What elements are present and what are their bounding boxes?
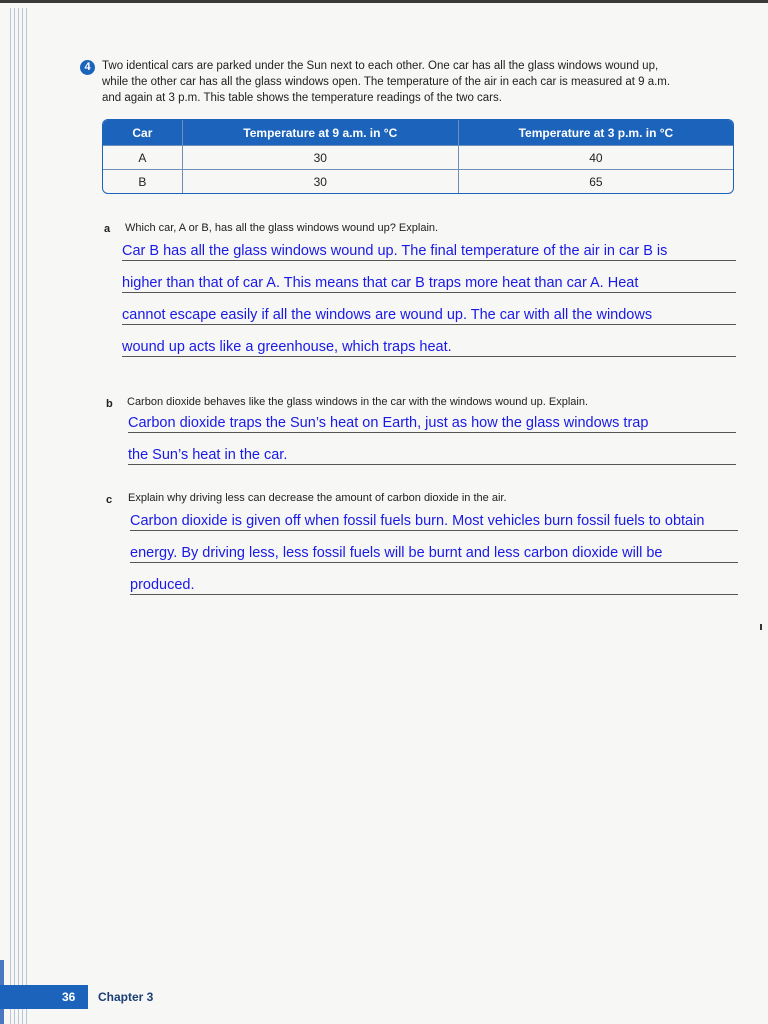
table-cell: 30 — [182, 169, 458, 193]
answer-line: higher than that of car A. This means that car B traps more heat than car A. Heat — [122, 270, 736, 293]
table-cell: 30 — [182, 145, 458, 169]
part-a-question: Which car, A or B, has all the glass windows wound up? Explain. — [125, 222, 439, 234]
margin-mark — [760, 624, 762, 630]
table-header-9am: Temperature at 9 a.m. in °C — [182, 120, 458, 145]
question-stem — [80, 58, 730, 106]
table-cell: 40 — [458, 145, 733, 169]
answer-line: energy. By driving less, less fossil fuels will be burnt and less carbon dioxide will be — [130, 540, 738, 563]
answer-line: wound up acts like a greenhouse, which traps heat. — [122, 334, 736, 357]
part-c-label: c — [106, 494, 113, 506]
question-number-badge: 4 — [80, 60, 95, 75]
part-c-question: Explain why driving less can decrease the amount of carbon dioxide in the air. — [128, 492, 507, 504]
table-cell: B — [103, 169, 182, 193]
part-b-question: Carbon dioxide behaves like the glass windows in the car with the windows wound up. Explain. — [127, 396, 589, 408]
temperature-table — [102, 119, 734, 194]
answer-line: Carbon dioxide traps the Sun’s heat on Earth, just as how the glass windows trap — [128, 410, 736, 433]
table-row — [103, 169, 733, 193]
table-cell: 65 — [458, 169, 733, 193]
page-spine — [0, 0, 34, 1024]
answer-line: Car B has all the glass windows wound up. The final temperature of the air in car B is — [122, 238, 736, 261]
part-a-label: a — [104, 223, 111, 235]
page-number: 36 — [62, 990, 76, 1004]
part-b-label: b — [106, 398, 113, 410]
page-top-edge — [0, 0, 768, 3]
table-row — [103, 145, 733, 169]
table-header-row — [103, 120, 733, 145]
table-header-3pm: Temperature at 3 p.m. in °C — [458, 120, 733, 145]
table-cell: A — [103, 145, 182, 169]
answer-line: the Sun’s heat in the car. — [128, 442, 736, 465]
answer-line: produced. — [130, 572, 738, 595]
chapter-label: Chapter 3 — [98, 990, 154, 1004]
answer-line: Carbon dioxide is given off when fossil fuels burn. Most vehicles burn fossil fuels to obtain — [130, 508, 738, 531]
table-header-car: Car — [103, 120, 182, 145]
answer-line: cannot escape easily if all the windows are wound up. The car with all the windows — [122, 302, 736, 325]
question-stem-line: Two identical cars are parked under the Sun next to each other. One car has all the glass windows wound up, — [102, 60, 659, 72]
question-stem-line: and again at 3 p.m. This table shows the temperature readings of the two cars. — [102, 92, 502, 104]
question-stem-line: while the other car has all the glass windows open. The temperature of the air in each car is measured at 9 a.m. — [102, 76, 671, 88]
